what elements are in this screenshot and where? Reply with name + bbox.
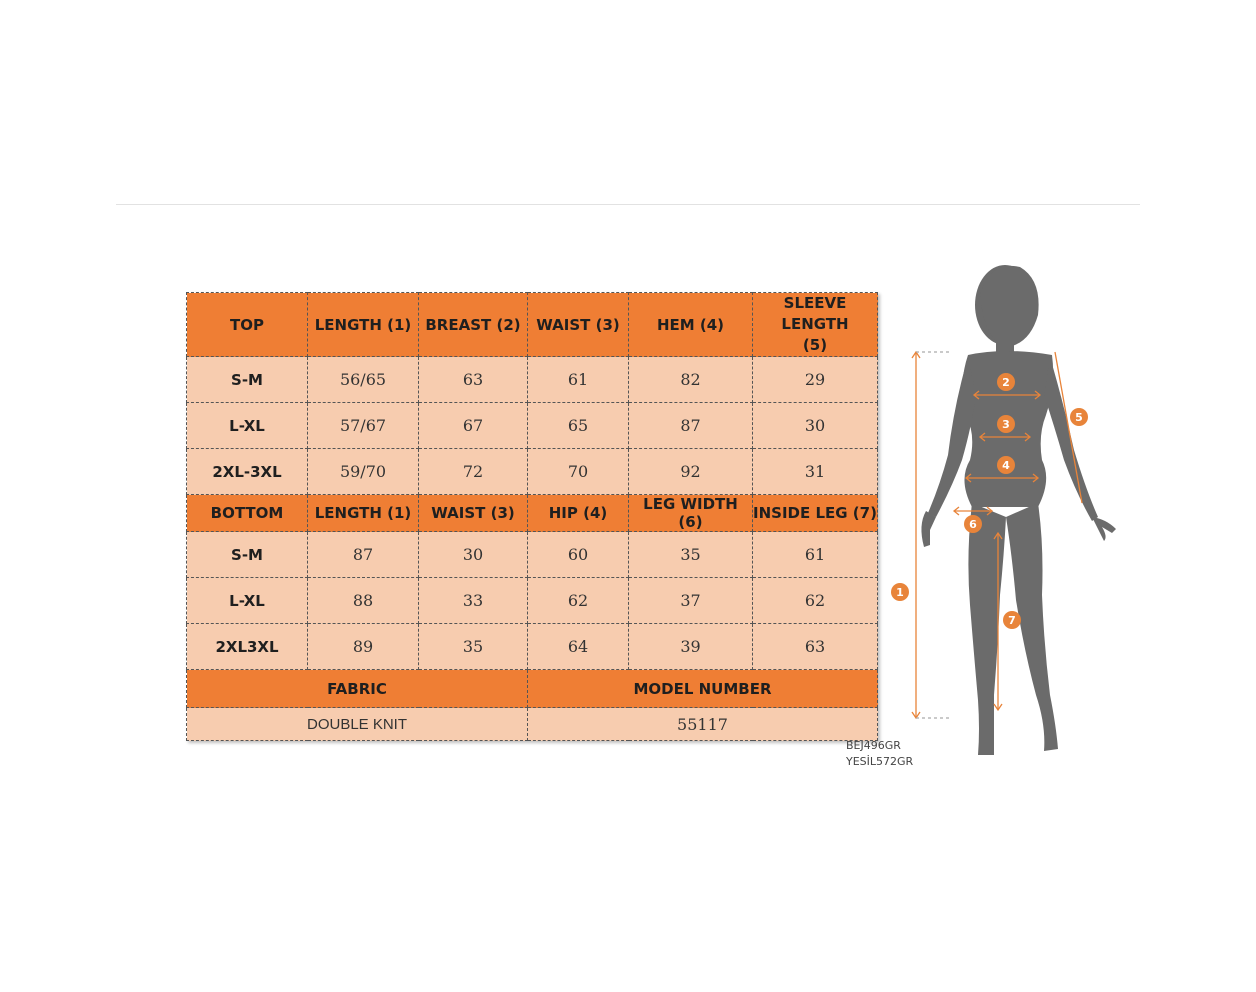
measurement-cell: 62 (753, 578, 878, 624)
measurement-cell: 30 (753, 403, 878, 449)
measurement-cell: 67 (419, 403, 528, 449)
measurement-cell: 64 (528, 624, 629, 670)
top-divider (116, 204, 1140, 205)
fabric-label: FABRIC (187, 670, 528, 708)
measurement-cell: 89 (308, 624, 419, 670)
product-code: YESİL572GR (846, 755, 914, 768)
marker-number: 5 (1075, 411, 1083, 424)
marker-number: 2 (1002, 376, 1010, 389)
marker-number: 4 (1002, 459, 1010, 472)
size-label: S-M (187, 532, 308, 578)
marker-number: 6 (969, 518, 977, 531)
measurement-cell: 39 (629, 624, 753, 670)
model-number-label: MODEL NUMBER (528, 670, 878, 708)
measurement-marker-4 (997, 456, 1015, 474)
measurement-cell: 33 (419, 578, 528, 624)
top-size-row (187, 357, 878, 403)
measurement-marker-5 (1070, 408, 1088, 426)
measurement-cell: 35 (419, 624, 528, 670)
measurement-marker-2 (997, 373, 1015, 391)
measurement-figure (880, 255, 1130, 775)
measurement-cell: 87 (629, 403, 753, 449)
measurement-cell: 37 (629, 578, 753, 624)
bottom-header-cell: LENGTH (1) (308, 495, 419, 532)
bottom-header-cell: INSIDE LEG (7) (753, 495, 878, 532)
measurement-cell: 59/70 (308, 449, 419, 495)
size-label: 2XL3XL (187, 624, 308, 670)
marker-number: 1 (896, 586, 904, 599)
measurement-cell: 63 (419, 357, 528, 403)
measurement-cell: 60 (528, 532, 629, 578)
top-header-cell: WAIST (3) (528, 293, 629, 357)
measurement-cell: 31 (753, 449, 878, 495)
measurement-cell: 35 (629, 532, 753, 578)
size-label: 2XL-3XL (187, 449, 308, 495)
measurement-marker-1 (891, 583, 909, 601)
top-header-cell: LENGTH (1) (308, 293, 419, 357)
top-size-row (187, 449, 878, 495)
product-code: BEJ496GR (846, 739, 901, 752)
bottom-size-row (187, 578, 878, 624)
bottom-size-row (187, 624, 878, 670)
size-label: L-XL (187, 578, 308, 624)
size-label: L-XL (187, 403, 308, 449)
bottom-header-cell: BOTTOM (187, 495, 308, 532)
size-label: S-M (187, 357, 308, 403)
top-header-cell: HEM (4) (629, 293, 753, 357)
top-header-cell: BREAST (2) (419, 293, 528, 357)
measurement-cell: 82 (629, 357, 753, 403)
bottom-header-cell: HIP (4) (528, 495, 629, 532)
measurement-cell: 63 (753, 624, 878, 670)
footer-value-row (187, 708, 878, 741)
measurement-cell: 56/65 (308, 357, 419, 403)
measurement-cell: 62 (528, 578, 629, 624)
measurement-marker-6 (964, 515, 982, 533)
size-chart-table (186, 292, 878, 741)
measurement-cell: 88 (308, 578, 419, 624)
top-size-row (187, 403, 878, 449)
measurement-cell: 57/67 (308, 403, 419, 449)
measurement-cell: 65 (528, 403, 629, 449)
bottom-header-cell: WAIST (3) (419, 495, 528, 532)
top-header-cell: SLEEVE LENGTH (5) (753, 293, 878, 357)
fabric-value: DOUBLE KNIT (187, 708, 528, 741)
measurement-cell: 87 (308, 532, 419, 578)
measurement-cell: 29 (753, 357, 878, 403)
woman-silhouette-icon (921, 265, 1116, 755)
measurement-marker-3 (997, 415, 1015, 433)
top-header-cell: TOP (187, 293, 308, 357)
measurement-marker-7 (1003, 611, 1021, 629)
marker-number: 3 (1002, 418, 1010, 431)
measurement-cell: 61 (753, 532, 878, 578)
measurement-cell: 70 (528, 449, 629, 495)
measurement-cell: 61 (528, 357, 629, 403)
model-number-value: 55117 (528, 708, 878, 741)
footer-header-row (187, 670, 878, 708)
measurement-cell: 72 (419, 449, 528, 495)
measurement-cell: 30 (419, 532, 528, 578)
measurement-cell: 92 (629, 449, 753, 495)
top-header-row (187, 293, 878, 357)
bottom-header-row (187, 495, 878, 532)
bottom-header-cell: LEG WIDTH (6) (629, 495, 753, 532)
marker-number: 7 (1008, 614, 1016, 627)
bottom-size-row (187, 532, 878, 578)
